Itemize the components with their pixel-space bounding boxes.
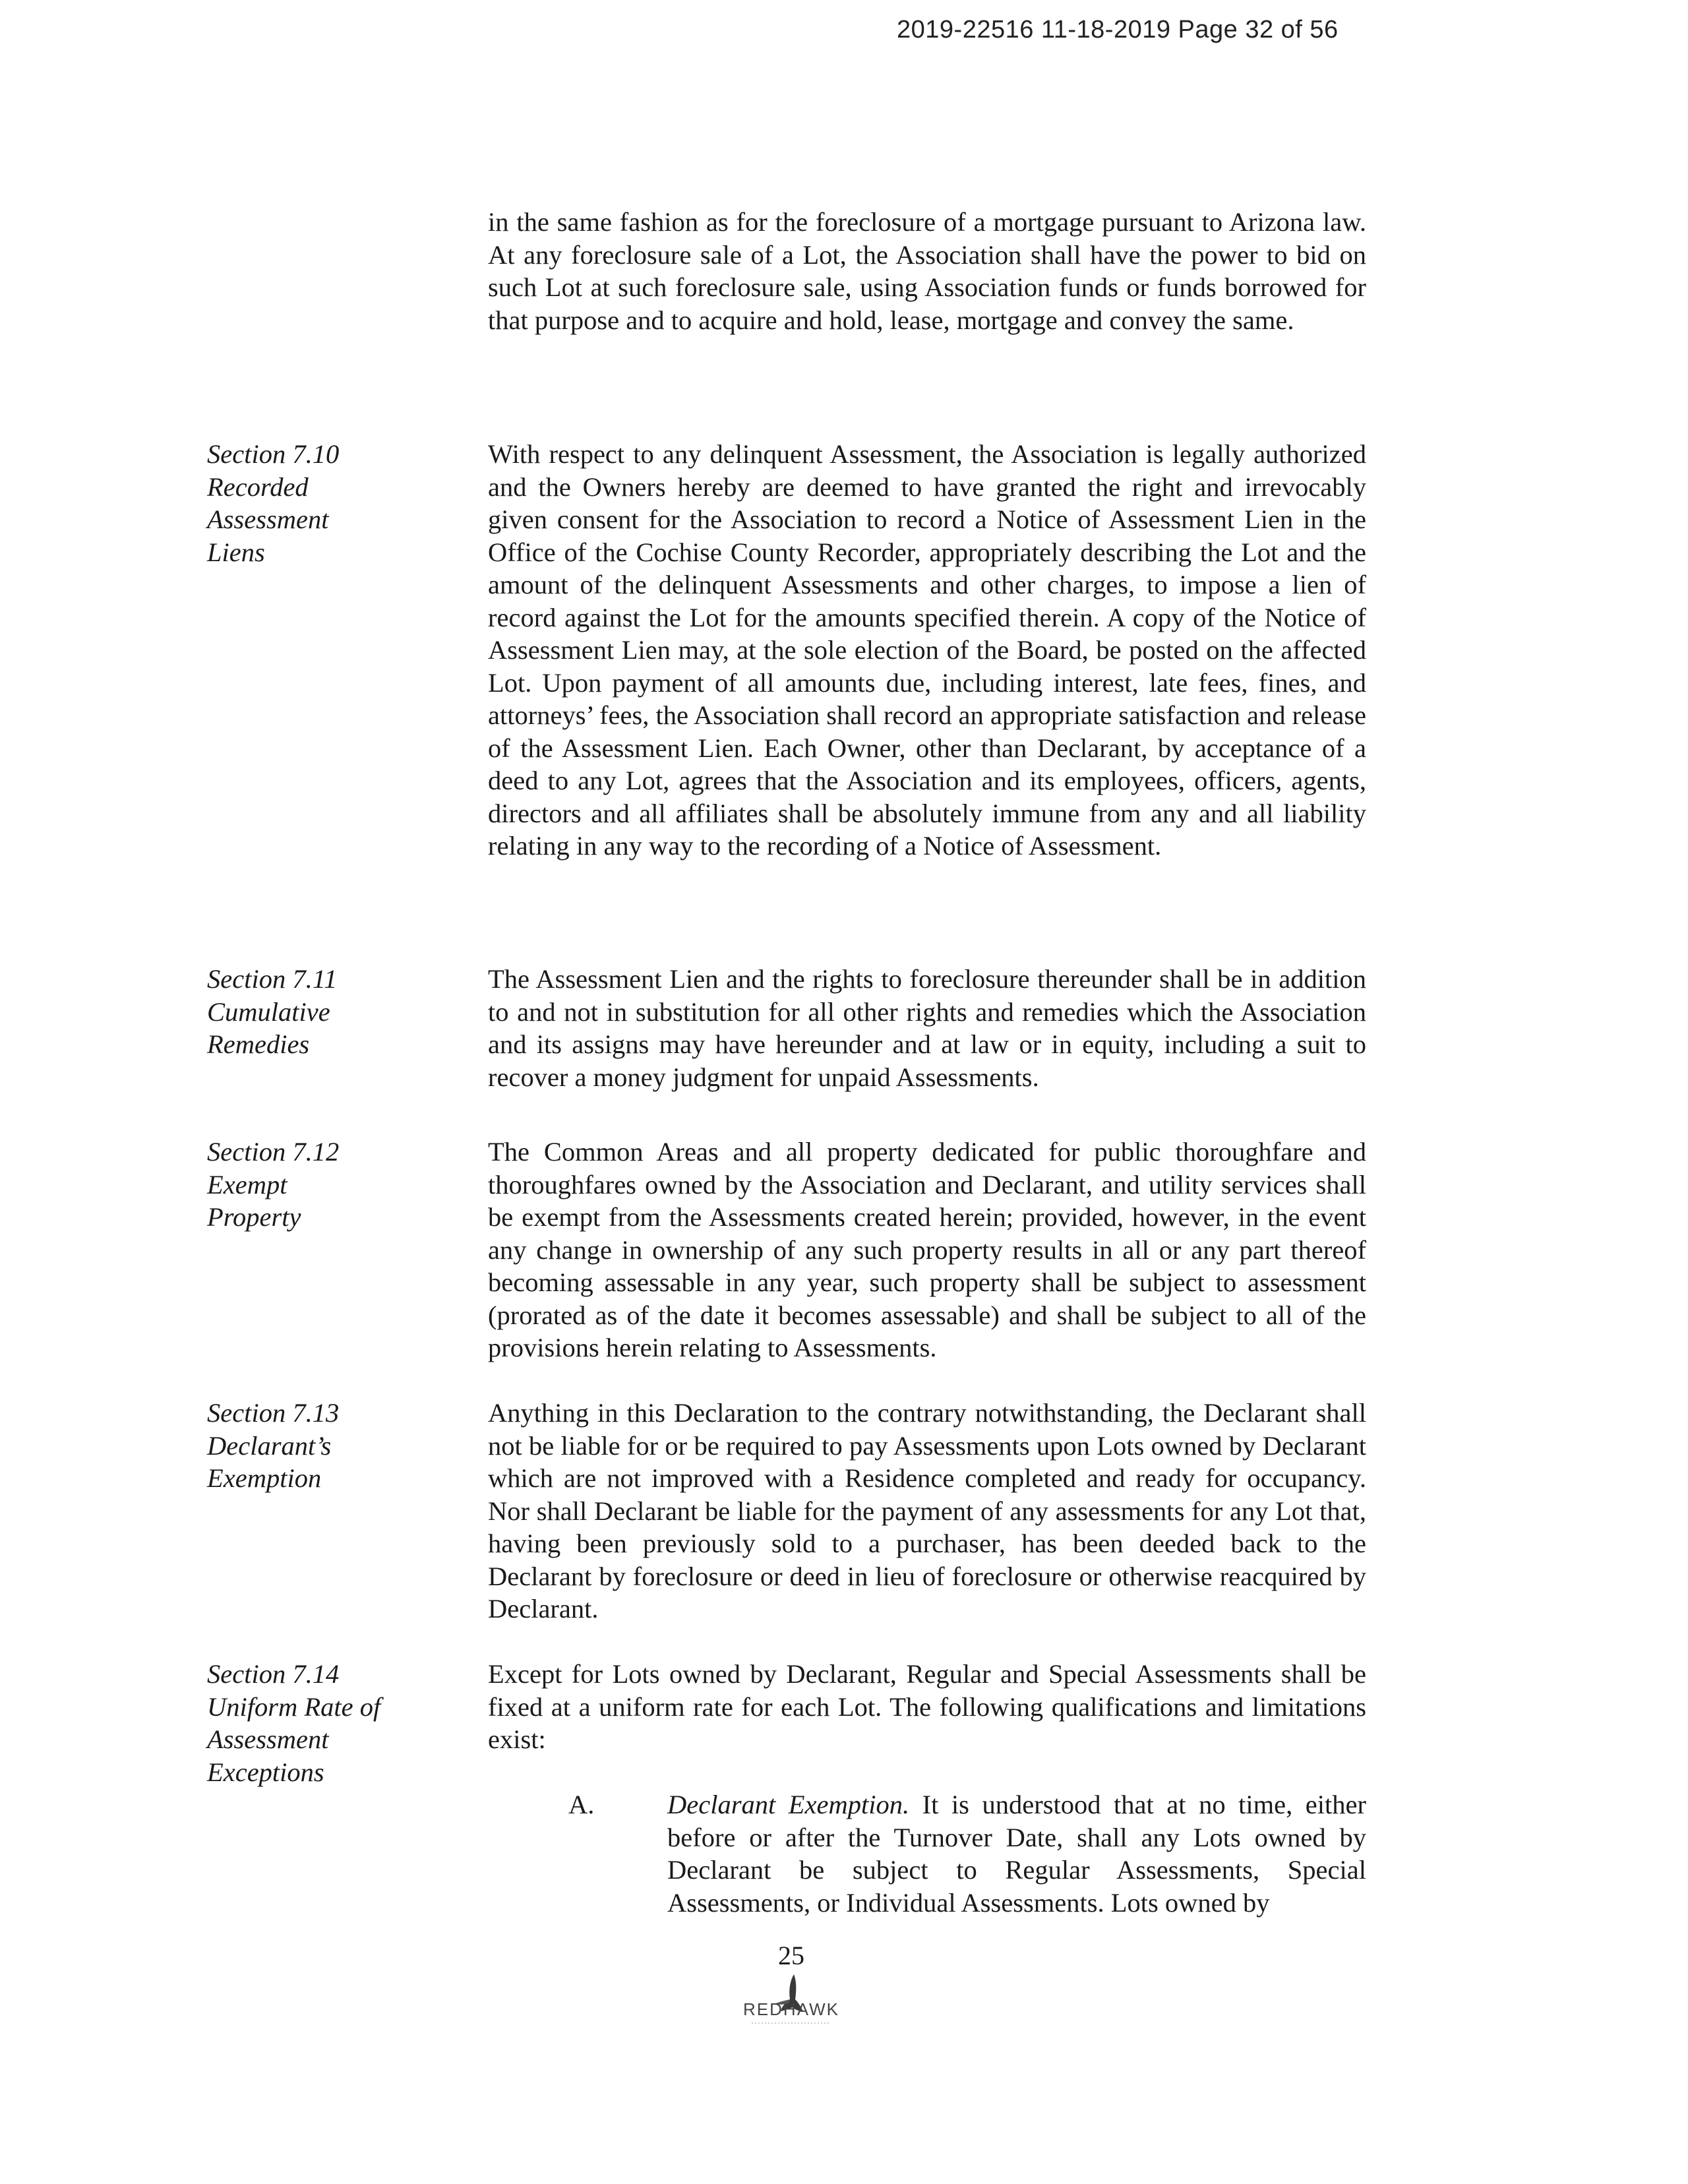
section-label: [207, 963, 458, 1061]
redhawk-logo: [712, 1972, 870, 2031]
section-body: With respect to any delinquent Assessment, the Association is legally authorized and the Owners hereby are deemed to have granted the right and irrevocably given consent for the Association to record a Notice of Assessment Lien in the Office of the Cochise County Recorder, appropriately describing the Lot and the amount of the delinquent Assessments and other charges, to impose a lien of record against the Lot for the amounts specified therein. A copy of the Notice of Assessment Lien may, at the sole election of the Board, be posted on the affected Lot. Upon payment of all amounts due, including interest, late fees, fines, and attorneys’ fees, the Association shall record an appropriate satisfaction and release of the Assessment Lien. Each Owner, other than Declarant, by acceptance of a deed to any Lot, agrees that the Association and its employees, officers, agents, directors and all affiliates shall be absolutely immune from any and all liability relating in any way to the recording of a Notice of Assessment.: [488, 439, 1366, 861]
section-label: [207, 1136, 458, 1234]
section-label-line: Cumulative: [207, 996, 330, 1027]
recording-header: 2019-22516 11-18-2019 Page 32 of 56: [897, 16, 1339, 44]
section-label: [207, 1397, 458, 1495]
section-label-line: Section 7.10: [207, 439, 340, 469]
section-label-line: Section 7.13: [207, 1398, 340, 1428]
section-body: The Assessment Lien and the rights to foreclosure thereunder shall be in addition to and not in substitution for all other rights and remedies which the Association and its assigns may have hereunder and at law or in equity, including a suit to recover a money judgment for unpaid Assessments.: [488, 964, 1366, 1092]
page-number: 25: [778, 1941, 804, 1970]
section-label-line: Uniform Rate of: [207, 1691, 381, 1722]
section-label-line: Exempt: [207, 1169, 287, 1199]
section-body: Except for Lots owned by Declarant, Regular and Special Assessments shall be fixed at a uniform rate for each Lot. The following qualifications and limitations exist:: [488, 1659, 1366, 1754]
section-label-line: Liens: [207, 537, 265, 567]
intro-paragraph: in the same fashion as for the foreclosure of a mortgage pursuant to Arizona law. At any foreclosure sale of a Lot, the Association shall have the power to bid on such Lot at such foreclosure sale, using Association funds or funds borrowed for that purpose and to acquire and hold, lease, mortgage and convey the same.: [488, 207, 1366, 335]
subitem-title: Declarant Exemption.: [667, 1790, 910, 1819]
section-label-line: Section 7.11: [207, 964, 338, 994]
section-label-line: Section 7.12: [207, 1137, 340, 1167]
subitem-text: It is understood that at no time, either before or after the Turnover Date, shall any Lots owned by Declarant be subject to Regular Assessments, Special Assessments, or Individual Assessments. Lots owned by: [667, 1790, 1366, 1918]
section-label-line: Declarant’s: [207, 1430, 332, 1461]
logo-wordmark: REDHAWK: [743, 1999, 839, 2019]
subitem-body: [667, 1788, 1366, 1919]
section-label-line: Remedies: [207, 1029, 310, 1059]
section-label: [207, 1658, 458, 1788]
section-label-line: Assessment: [207, 1724, 329, 1754]
section-label-line: Section 7.14: [207, 1659, 340, 1689]
section-label-line: Recorded: [207, 471, 309, 502]
section-label-line: Property: [207, 1202, 301, 1232]
section-label: [207, 438, 458, 568]
section-body: Anything in this Declaration to the contrary notwithstanding, the Declarant shall not be liable for or be required to pay Assessments upon Lots owned by Declarant which are not improved with a Residence completed and ready for occupancy. Nor shall Declarant be liable for the payment of any assessments for any Lot that, having been previously sold to a purchaser, has been deeded back to the Declarant by foreclosure or deed in lieu of foreclosure or otherwise reacquired by Declarant.: [488, 1398, 1366, 1623]
section-body: The Common Areas and all property dedicated for public thoroughfare and thoroughfares owned by the Association and Declarant, and utility services shall be exempt from the Assessments created herein; provided, however, in the event any change in ownership of any such property results in all or any part thereof becoming assessable in any year, such property shall be subject to assessment (prorated as of the date it becomes assessable) and shall be subject to all of the provisions herein relating to Assessments.: [488, 1137, 1366, 1362]
subitem-letter: A.: [568, 1790, 595, 1819]
section-label-line: Exemption: [207, 1463, 322, 1493]
section-label-line: Assessment: [207, 504, 329, 534]
section-label-line: Exceptions: [207, 1757, 324, 1787]
